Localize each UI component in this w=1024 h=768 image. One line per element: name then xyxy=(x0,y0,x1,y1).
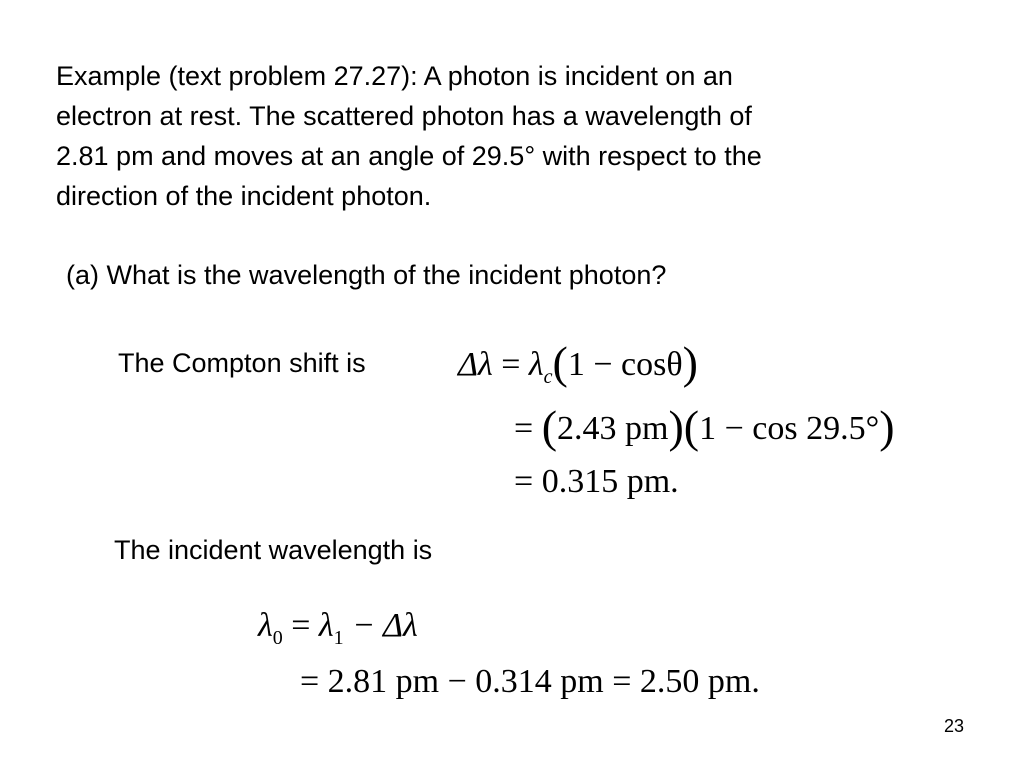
compton-equation-3 xyxy=(514,462,679,502)
incident-equation-1 xyxy=(258,606,418,650)
incident-equation-2: = 2.81 pm − 0.314 pm = 2.50 pm. xyxy=(300,663,760,700)
open-paren: ( xyxy=(541,401,558,452)
compton-equation-1 xyxy=(458,337,698,389)
problem-line-2: electron at rest. The scattered photon has a wavelength of xyxy=(56,101,752,131)
cos-expression: 1 − cosθ xyxy=(567,346,683,383)
lambda-0: λ xyxy=(258,607,273,644)
problem-line-3: 2.81 pm and moves at an angle of 29.5° with respect to the xyxy=(56,141,762,171)
lambda-1: λ xyxy=(318,607,334,644)
close-paren: ) xyxy=(668,401,684,452)
equals-sign: = xyxy=(514,463,534,500)
equals-sign: = xyxy=(501,346,521,383)
subscript-c: c xyxy=(543,366,553,388)
close-paren: ) xyxy=(879,401,895,452)
equals-sign: = xyxy=(514,410,534,447)
incident-wavelength-label: The incident wavelength is xyxy=(114,535,433,565)
slide-number: 23 xyxy=(943,716,964,736)
open-paren: ( xyxy=(683,401,700,452)
open-paren: ( xyxy=(552,337,568,388)
delta-lambda: Δλ xyxy=(458,346,493,383)
compton-shift-result: 0.315 pm. xyxy=(541,463,679,500)
problem-line-4: direction of the incident photon. xyxy=(56,181,432,211)
equals-sign: = xyxy=(291,607,311,644)
compton-shift-label: The Compton shift is xyxy=(118,348,366,378)
compton-wavelength-value: 2.43 pm xyxy=(557,410,669,447)
subscript-1: 1 xyxy=(333,627,344,649)
compton-equation-2 xyxy=(514,401,895,452)
cos-angle-expression: 1 − cos 29.5° xyxy=(699,410,880,447)
subscript-0: 0 xyxy=(272,627,283,649)
close-paren: ) xyxy=(682,337,698,388)
problem-statement xyxy=(56,56,976,216)
minus-delta-lambda: − Δλ xyxy=(352,607,418,644)
lambda-c: λ xyxy=(528,346,544,383)
part-a-question: (a) What is the wavelength of the incident photon? xyxy=(66,260,667,290)
problem-line-1: Example (text problem 27.27): A photon is incident on an xyxy=(56,61,733,91)
